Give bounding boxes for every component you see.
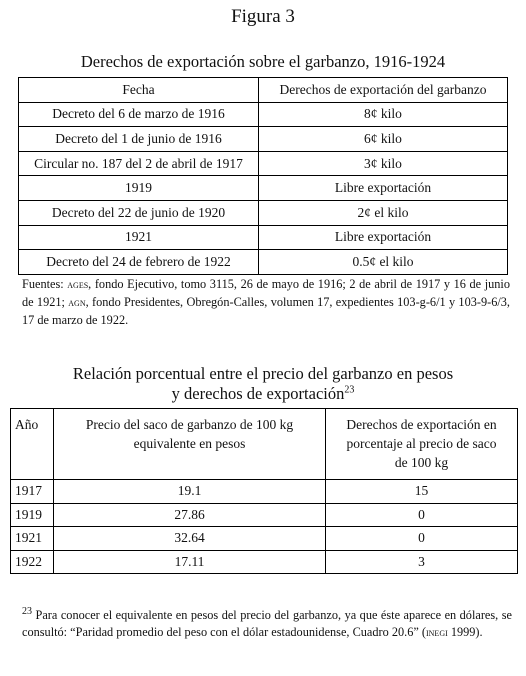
table-header-row bbox=[19, 78, 508, 103]
sources-archive-abbr: agn bbox=[68, 297, 86, 309]
footnote-text: Para conocer el equivalente en pesos del precio del garbanzo, ya que éste aparece en dólares, se consultó: “Paridad promedio del peso con el dólar estadounidense, Cuadro 20.6” ( bbox=[22, 608, 512, 639]
price-ratio-table bbox=[10, 408, 518, 574]
footnote bbox=[22, 607, 512, 642]
table-cell: 3 bbox=[326, 550, 518, 574]
footnote-ref: 23 bbox=[344, 384, 355, 396]
table-cell: 1917 bbox=[11, 480, 54, 504]
table1-title: Derechos de exportación sobre el garbanzo, 1916-1924 bbox=[80, 52, 446, 71]
table-cell: Libre exportación bbox=[259, 225, 508, 250]
table-cell: Decreto del 22 de junio de 1920 bbox=[19, 200, 259, 225]
sources-text: , fondo Presidentes, Obregón-Calles, volumen 17, expedientes 103-g-6/1 y 103-9-6/3, 17 de marzo de 1922. bbox=[22, 295, 510, 327]
table-cell: 15 bbox=[326, 480, 518, 504]
table-cell: 6¢ kilo bbox=[259, 127, 508, 152]
table-header-row bbox=[11, 409, 518, 480]
table-row bbox=[11, 527, 518, 551]
table2-title bbox=[0, 364, 526, 404]
table-cell: 0.5¢ el kilo bbox=[259, 250, 508, 275]
sources-archive-abbr: ages bbox=[67, 279, 89, 291]
table-row bbox=[11, 503, 518, 527]
table-row bbox=[19, 176, 508, 201]
table-row bbox=[19, 127, 508, 152]
sources-note bbox=[22, 276, 510, 329]
table-cell: 1921 bbox=[11, 527, 54, 551]
table-row bbox=[11, 550, 518, 574]
figure-title: Figura 3 bbox=[231, 6, 295, 27]
table-cell: 0 bbox=[326, 527, 518, 551]
footnote-number: 23 bbox=[22, 605, 32, 617]
table-cell: Libre exportación bbox=[259, 176, 508, 201]
table-row bbox=[19, 225, 508, 250]
table-cell: 17.11 bbox=[54, 550, 326, 574]
column-header-year: Año bbox=[11, 409, 54, 480]
sources-text: Fuentes: bbox=[22, 277, 68, 291]
table-cell: 1921 bbox=[19, 225, 259, 250]
table2-title-line2: y derechos de exportación bbox=[171, 384, 345, 403]
table-cell: 32.64 bbox=[54, 527, 326, 551]
table-row bbox=[19, 200, 508, 225]
table2-title-line1: Relación porcentual entre el precio del garbanzo en pesos bbox=[72, 364, 454, 383]
table-cell: Decreto del 6 de marzo de 1916 bbox=[19, 102, 259, 127]
column-header-date: Fecha bbox=[19, 78, 259, 103]
table-cell: Circular no. 187 del 2 de abril de 1917 bbox=[19, 151, 259, 176]
table-cell: 1919 bbox=[11, 503, 54, 527]
table-cell: 3¢ kilo bbox=[259, 151, 508, 176]
column-header-price: Precio del saco de garbanzo de 100 kg equivalente en pesos bbox=[54, 409, 326, 480]
table-cell: 27.86 bbox=[54, 503, 326, 527]
table-cell: 2¢ el kilo bbox=[259, 200, 508, 225]
footnote-source-abbr: inegi bbox=[425, 627, 448, 639]
table-cell: 19.1 bbox=[54, 480, 326, 504]
table-cell: 1922 bbox=[11, 550, 54, 574]
table-cell: 0 bbox=[326, 503, 518, 527]
table-cell: Decreto del 24 de febrero de 1922 bbox=[19, 250, 259, 275]
table-row bbox=[19, 151, 508, 176]
table-row bbox=[19, 250, 508, 275]
table-cell: 1919 bbox=[19, 176, 259, 201]
table-cell: 8¢ kilo bbox=[259, 102, 508, 127]
export-duties-table bbox=[18, 77, 508, 275]
footnote-text-end: 1999). bbox=[447, 625, 483, 639]
table-cell: Decreto del 1 de junio de 1916 bbox=[19, 127, 259, 152]
table-row bbox=[11, 480, 518, 504]
column-header-percentage: Derechos de exportación en porcentaje al precio de saco de 100 kg bbox=[326, 409, 518, 480]
table-row bbox=[19, 102, 508, 127]
column-header-duties: Derechos de exportación del garbanzo bbox=[259, 78, 508, 103]
sources-text: , fondo Ejecutivo, tomo 3115, 26 de mayo de 1916; 2 de abril de 1917 y 16 de junio de 1921; bbox=[22, 277, 511, 309]
